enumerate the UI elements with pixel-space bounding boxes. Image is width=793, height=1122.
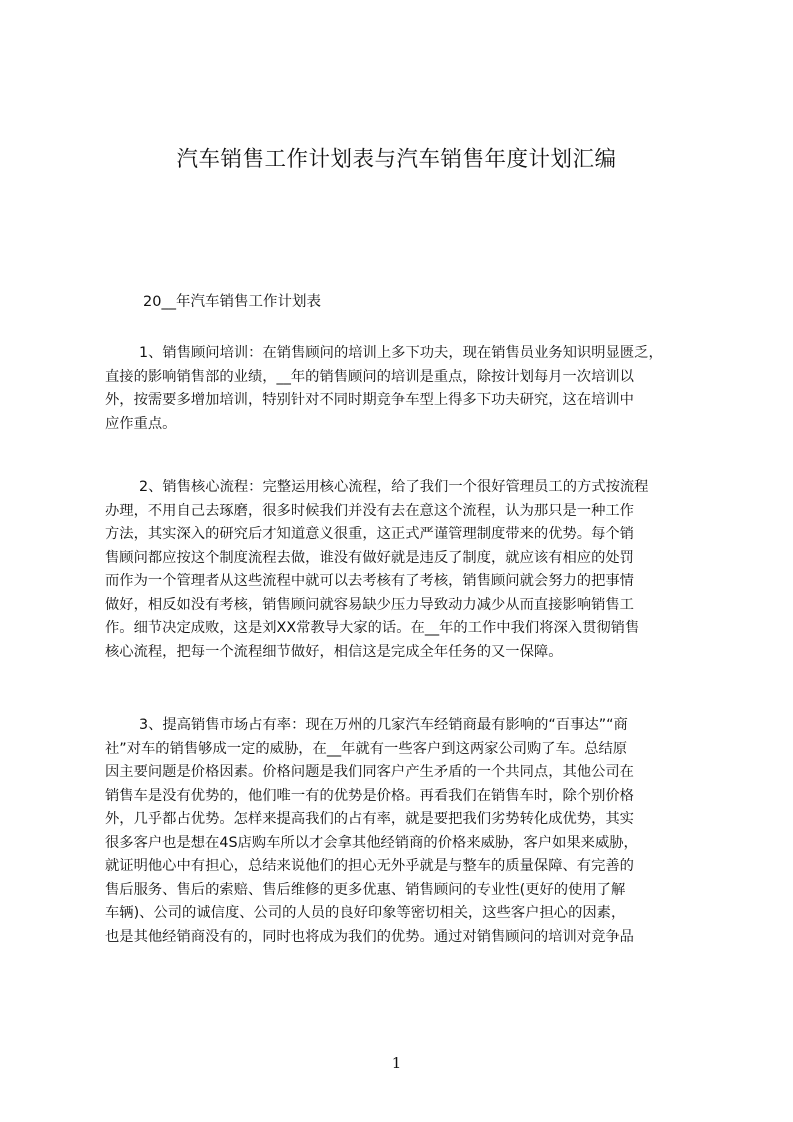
- paragraph-market-share: [105, 714, 705, 949]
- paragraph-line: 2、销售核心流程：完整运用核心流程，给了我们一个很好管理员工的方式按流程: [139, 479, 649, 495]
- paragraph-line: 车辆)、公司的诚信度、公司的人员的良好印象等密切相关，这些客户担心的因素，: [105, 905, 626, 921]
- paragraph-line: 销售车是没有优势的，他们唯一有的优势是价格。再看我们在销售车时，除个别价格: [105, 787, 634, 804]
- paragraph-line: 因主要问题是价格因素。价格问题是我们同客户产生矛盾的一个共同点，其他公司在: [105, 764, 634, 780]
- paragraph-line: 3、提高销售市场占有率：现在万州的几家汽车经销商最有影响的“百事达”“商: [139, 717, 628, 733]
- paragraph-line: 社”对车的销售够成一定的威胁，在__年就有一些客户到这两家公司购了车。总结原: [105, 740, 628, 757]
- paragraph-line: 直接的影响销售部的业绩，__年的销售顾问的培训是重点，除按计划每月一次培训以: [105, 368, 634, 385]
- page-number: 1: [391, 1054, 402, 1072]
- paragraph-line: 外，按需要多增加培训，特别针对不同时期竞争车型上得多下功夫研究，这在培训中: [105, 392, 634, 408]
- paragraph-line: 做好，相反如没有考核，销售顾问就容易缺少压力导致动力减少从而直接影响销售工: [105, 596, 634, 613]
- paragraph-line: 应作重点。: [105, 415, 177, 432]
- paragraph-line: 售顾问都应按这个制度流程去做，谁没有做好就是违反了制度，就应该有相应的处罚: [105, 549, 634, 566]
- paragraph-line: 很多客户也是想在4S店购车所以才会拿其他经销商的价格来威胁，客户如果来威胁，: [105, 834, 638, 851]
- paragraph-line: 1、销售顾问培训：在销售顾问的培训上多下功夫，现在销售员业务知识明显匮乏，: [139, 345, 663, 361]
- paragraph-line: 售后服务、售后的索赔、售后维修的更多优惠、销售顾问的专业性(更好的使用了解: [105, 881, 626, 898]
- section-heading: 20__年汽车销售工作计划表: [143, 294, 321, 310]
- document-title: 汽车销售工作计划表与汽车销售年度计划汇编: [176, 147, 617, 172]
- paragraph-core-process: [105, 476, 705, 664]
- paragraph-line: 就证明他心中有担心，总结来说他们的担心无外乎就是与整车的质量保障、有完善的: [105, 858, 634, 874]
- paragraph-line: 方法，其实深入的研究后才知道意义很重，这正式严谨管理制度带来的优势。每个销: [105, 526, 634, 542]
- paragraph-line: 外，几乎都占优势。怎样来提高我们的占有率，就是要把我们劣势转化成优势，其实: [105, 811, 634, 827]
- paragraph-line: 作。细节决定成败，这是刘XX常教导大家的话。在__年的工作中我们将深入贯彻销售: [105, 620, 640, 636]
- paragraph-training: [105, 342, 715, 436]
- paragraph-line: 办理，不用自己去琢磨，很多时候我们并没有去在意这个流程，认为那只是一种工作: [105, 502, 634, 519]
- paragraph-line: 而作为一个管理者从这些流程中就可以去考核有了考核，销售顾问就会努力的把事情: [105, 573, 634, 589]
- paragraph-line: 也是其他经销商没有的，同时也将成为我们的优势。通过对销售顾问的培训对竞争品: [105, 928, 634, 945]
- paragraph-line: 核心流程，把每一个流程细节做好，相信这是完成全年任务的又一保障。: [105, 643, 563, 660]
